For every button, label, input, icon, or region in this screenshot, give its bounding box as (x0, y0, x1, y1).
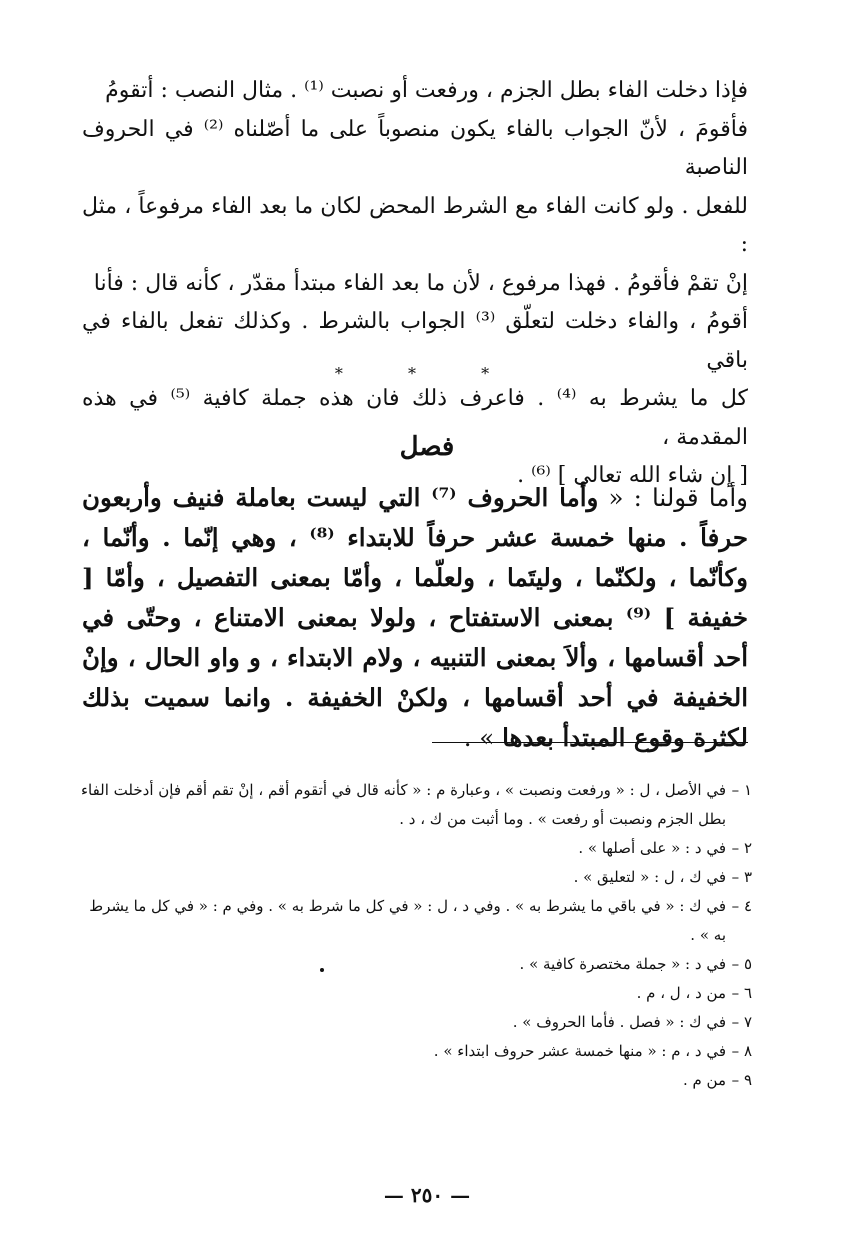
footnote (80, 1008, 752, 1037)
footnote-number: ٧ – (731, 1013, 752, 1031)
footnote-text: في ك : « في باقي ما يشرط به » . وفي د ، ل : « في كل ما شرط به » . وفي م : « في كل ما يشرط به » . (89, 897, 726, 944)
ink-speck (320, 968, 324, 972)
footnote (80, 979, 752, 1008)
footnote (80, 892, 752, 950)
section-heading: فصل (399, 432, 455, 462)
footnote-text: من م . (682, 1071, 726, 1089)
paragraph1-line: للفعل . ولو كانت الفاء مع الشرط المحض لكان ما بعد الفاء مرفوعاً ، مثل : (82, 193, 748, 257)
footnotes (80, 776, 752, 1095)
footnote (80, 950, 752, 979)
paragraph2-quote: وأما الحروف ⁽⁷⁾ التي ليست بعاملة فنيف وأربعون حرفاً . منها خمسة عشر حرفاً للابتداء ⁽⁸⁾ ، وهي إنّما . وأنّما ، وكأنّما ، ولكنّما ، وليتَما ، ولعلّما ، وأمّا بمعنى التفصيل ، وأمّا [ خفيفة ] ⁽⁹⁾ بمعنى الاستفتاح ، ولولا بمعنى الامتناع ، وحتّى في أحد أقسامها ، وألاَ بمعنى التنبيه ، ولام الابتداء ، و واو الحال ، وإنْ الخفيفة في أحد أقسامها ، ولكنْ الخفيفة . وانما سميت بذلك لكثرة وقوع المبتدأ بعدها (82, 483, 748, 752)
footnote-text: في الأصل ، ل : « ورفعت ونصبت » ، وعبارة م : « كأنه قال في أتقوم أقم ، إنْ تقم أقم فإن أدخلت الفاء بطل الجزم ونصبت أو رفعت » . وما أثبت من ك ، د . (80, 781, 726, 828)
footnote-divider (432, 742, 748, 743)
footnote-number: ٢ – (731, 839, 752, 857)
section-separator: * * * (334, 364, 520, 383)
paragraph1-line: فأقومَ ، لأنّ الجواب بالفاء يكون منصوباً على ما أصّلناه ⁽²⁾ في الحروف الناصبة (82, 116, 749, 180)
footnote (80, 834, 752, 863)
footnote (80, 1037, 752, 1066)
footnote-number: ٨ – (731, 1042, 752, 1060)
footnote-text: في د : « على أصلها » . (578, 839, 726, 857)
paragraph1-line: [ إن شاء الله تعالى ] ⁽⁶⁾ . (517, 463, 748, 488)
footnote-number: ٣ – (731, 868, 752, 886)
footnote (80, 1066, 752, 1095)
footnote-text: في ك : « فصل . فأما الحروف » . (512, 1013, 726, 1031)
page-number: — ٢٥٠ — (383, 1183, 471, 1207)
footnote-number: ٩ – (731, 1071, 752, 1089)
paragraph1-line: أقومُ ، والفاء دخلت لتعلّق ⁽³⁾ الجواب بالشرط . وكذلك تفعل بالفاء في باقي (82, 309, 748, 373)
footnote-text: في د ، م : « منها خمسة عشر حروف ابتداء » . (433, 1042, 726, 1060)
footnote-number: ٦ – (731, 984, 752, 1002)
footnote-text: في د : « جملة مختصرة كافية » . (519, 955, 726, 973)
paragraph2-outro: » . (463, 723, 503, 752)
paragraph2-intro: وأما قولنا : « (598, 483, 748, 512)
paragraph1-line: فإذا دخلت الفاء بطل الجزم ، ورفعت أو نصبت ⁽¹⁾ . مثال النصب : أتقومُ (105, 78, 748, 103)
footnote-text: في ك ، ل : « لتعليق » . (573, 868, 726, 886)
footnote-text: من د ، ل ، م . (636, 984, 726, 1002)
footnote-number: ٥ – (731, 955, 752, 973)
main-paragraph-2 (82, 478, 748, 758)
footnote (80, 863, 752, 892)
footnote-number: ٤ – (731, 897, 752, 915)
paragraph1-line: كل ما يشرط به ⁽⁴⁾ . فاعرف ذلك فان هذه جملة كافية ⁽⁵⁾ في هذه المقدمة ، (82, 386, 749, 450)
footnote (80, 776, 752, 834)
footnote-number: ١ – (731, 781, 752, 799)
paragraph1-line: إنْ تقمْ فأقومُ . فهذا مرفوع ، لأن ما بعد الفاء مبتدأ مقدّر ، كأنه قال : فأنا (93, 270, 748, 296)
